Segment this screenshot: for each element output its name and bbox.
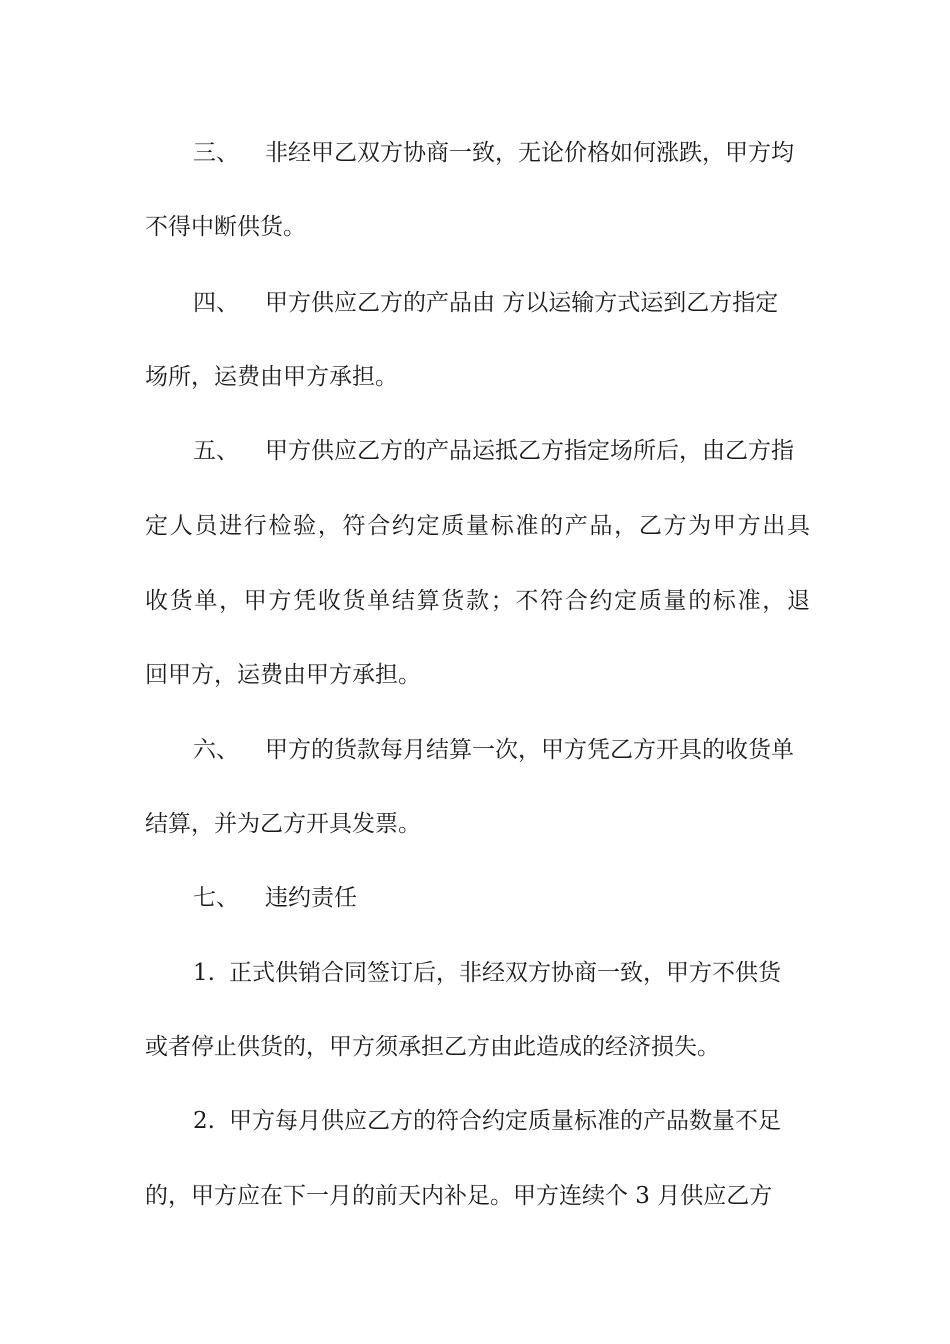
item-1-text-1: 正式供销合同签订后，非经双方协商一致，甲方不供货 — [228, 960, 781, 986]
clause-3-number: 三、 — [193, 140, 239, 166]
clause-5-text-1: 甲方供应乙方的产品运抵乙方指定场所后，由乙方指 — [265, 438, 794, 464]
item-1-line-1 — [193, 953, 810, 993]
clause-3-line-1 — [193, 133, 810, 173]
clause-6-number: 六、 — [193, 737, 239, 763]
item-2-line-1 — [193, 1101, 810, 1141]
item-2-line-2: 的，甲方应在下一月的前天内补足。甲方连续个 3 月供应乙方 — [145, 1183, 773, 1209]
clause-5-number: 五、 — [193, 438, 239, 464]
clause-7-heading — [193, 878, 810, 918]
clause-4-line-1 — [193, 283, 810, 323]
item-1-number: 1. — [193, 960, 215, 986]
clause-5-line-4: 回甲方，运费由甲方承担。 — [145, 662, 421, 688]
clause-5-line-3: 收货单，甲方凭收货单结算货款；不符合约定质量的标准，退 — [145, 588, 810, 614]
clause-6-line-1 — [193, 730, 810, 770]
clause-3-line-2: 不得中断供货。 — [145, 214, 306, 240]
clause-7-number: 七、 — [193, 885, 239, 911]
clause-5-line-2: 定人员进行检验，符合约定质量标准的产品，乙方为甲方出具 — [145, 513, 810, 539]
item-1-line-2: 或者停止供货的，甲方须承担乙方由此造成的经济损失。 — [145, 1034, 720, 1060]
clause-4-line-2: 场所，运费由甲方承担。 — [145, 364, 398, 390]
clause-7-title: 违约责任 — [265, 885, 357, 911]
clause-5-line-1 — [193, 431, 810, 471]
clause-4-number: 四、 — [193, 290, 239, 316]
clause-6-text-1: 甲方的货款每月结算一次，甲方凭乙方开具的收货单 — [265, 737, 794, 763]
item-2-text-1: 甲方每月供应乙方的符合约定质量标准的产品数量不足 — [228, 1108, 781, 1134]
clause-4-text-1: 甲方供应乙方的产品由 方以运输方式运到乙方指定 — [265, 290, 779, 316]
clause-3-text-1: 非经甲乙双方协商一致，无论价格如何涨跌，甲方均 — [265, 140, 794, 166]
clause-6-line-2: 结算，并为乙方开具发票。 — [145, 811, 421, 837]
item-2-number: 2. — [193, 1108, 215, 1134]
